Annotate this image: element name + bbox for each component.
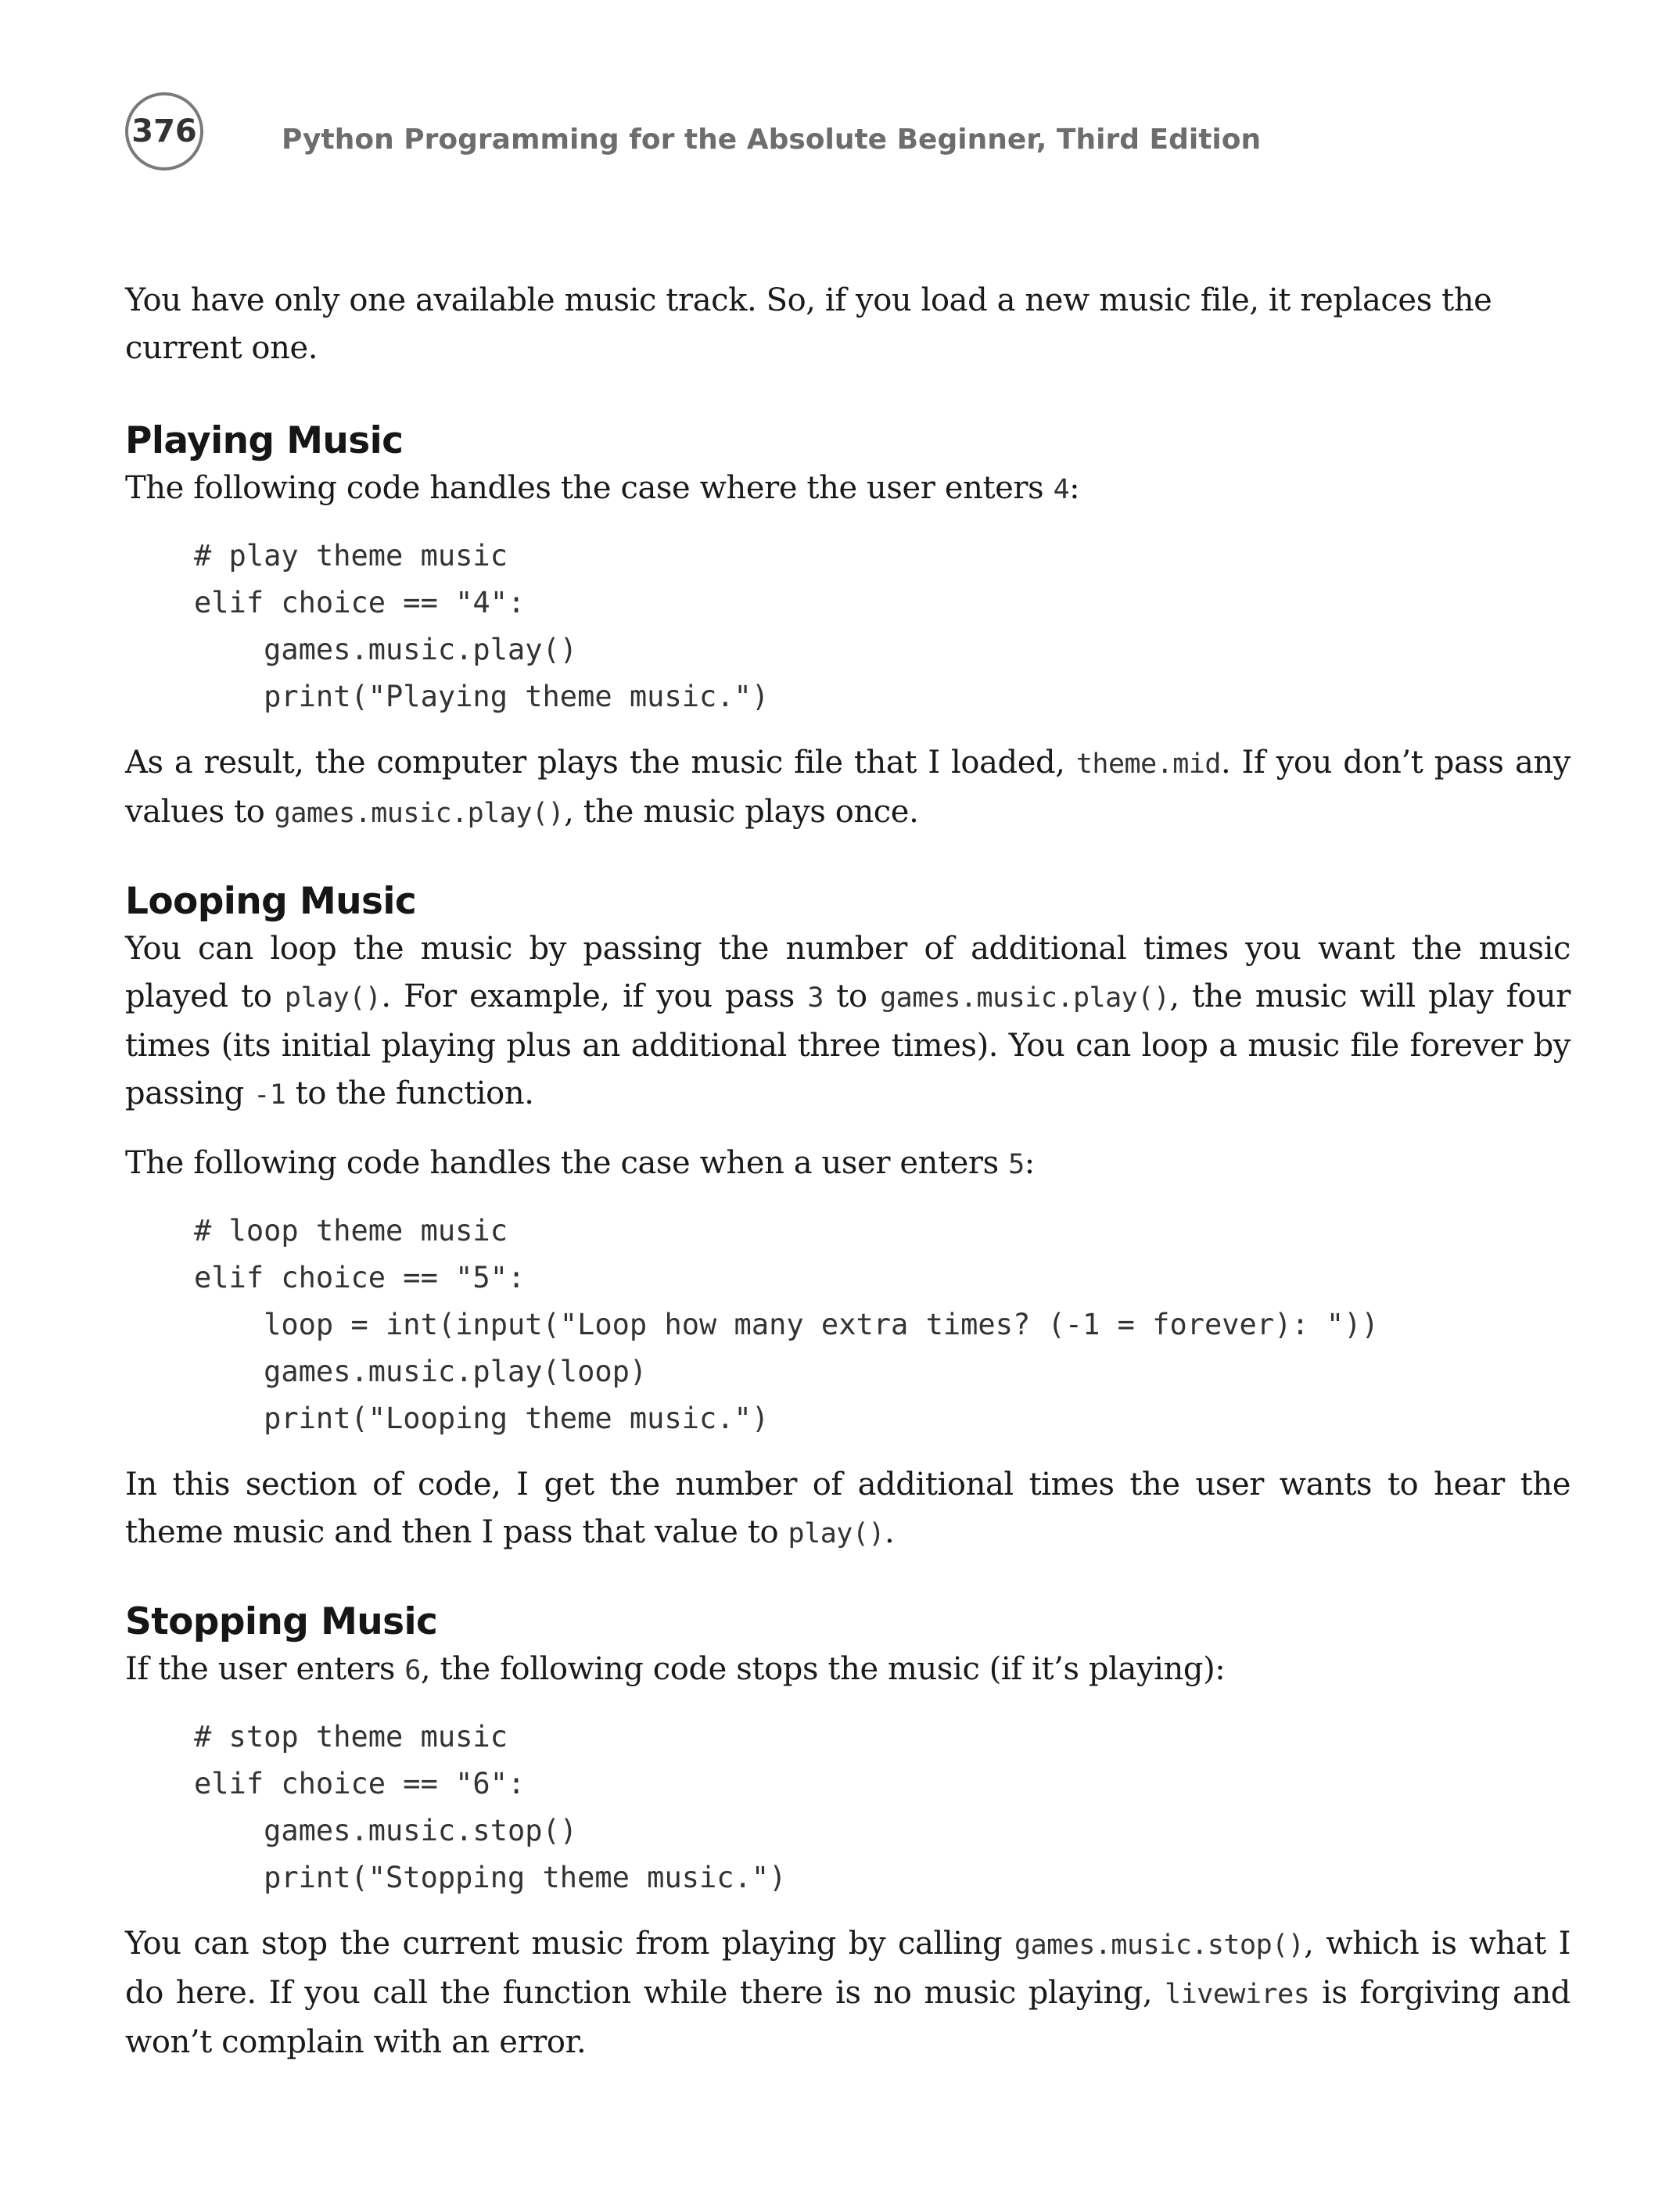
code-line: games.music.play(loop) [194,1355,648,1388]
inline-code: 6 [404,1655,421,1686]
page-header [125,92,1611,180]
code-line: print("Looping theme music.") [194,1402,770,1435]
code-line: # loop theme music [194,1214,508,1248]
section-playing-music [125,418,1571,838]
section-stopping-music [125,1599,1571,2066]
inline-code: games.music.play() [274,798,565,829]
code-line: print("Stopping theme music.") [194,1861,787,1894]
inline-code: livewires [1165,1979,1310,2010]
running-title: Python Programming for the Absolute Beginner, Third Edition [282,124,1262,156]
stopping-intro-paragraph: If the user enters 6, the following code stops the music (if it’s playing): [125,1651,1226,1687]
inline-code: -1 [253,1079,286,1111]
intro-paragraph: You have only one available music track. So, if you load a new music file, it replaces the current one. [125,282,1492,366]
inline-code: 4 [1053,474,1070,505]
looping-explain-paragraph: In this section of code, I get the number of additional times the user wants to hear the theme music and then I pass that value to play(). [125,1467,1571,1550]
page-number: 376 [125,92,203,171]
looping-intro-paragraph: You can loop the music by passing the number of additional times you want the music played to play(). For example, if you pass 3 to games.music.play(), the music will play four times (its initial playing plus an additional three times). You can loop a music file forever by passing -1 to the function. [125,931,1571,1111]
stopping-explain-paragraph: You can stop the current music from playing by calling games.music.stop(), which is what I do here. If you call the function while there is no music playing, livewires is forgiving and won’t complain with an error. [125,1926,1571,2060]
inline-code: play() [284,982,382,1014]
code-line: games.music.stop() [194,1814,578,1847]
inline-code: theme.mid [1075,749,1221,780]
inline-code: 3 [807,982,824,1014]
code-line: elif choice == "4": [194,586,526,619]
code-line: games.music.play() [194,633,578,666]
code-line: elif choice == "6": [194,1767,526,1800]
section-looping-music [125,878,1571,1558]
code-line: print("Playing theme music.") [194,680,770,713]
inline-code: play() [788,1518,885,1549]
heading-stopping-music: Stopping Music [125,1600,438,1643]
code-line: loop = int(input("Loop how many extra times? (-1 = forever): ")) [194,1308,1379,1341]
code-block-play [194,533,1571,720]
playing-result-paragraph: As a result, the computer plays the music file that I loaded, theme.mid. If you don’t pass any values to games.music.play(), the music plays once. [125,745,1571,830]
page-body [125,277,1571,2066]
looping-case-paragraph: The following code handles the case when a user enters 5: [125,1145,1035,1181]
code-line: # stop theme music [194,1720,508,1754]
code-block-stop [194,1714,1571,1901]
inline-code: 5 [1008,1149,1025,1180]
code-block-loop [194,1208,1571,1442]
code-line: elif choice == "5": [194,1261,526,1294]
heading-looping-music: Looping Music [125,880,417,923]
inline-code: games.music.stop() [1014,1930,1305,1961]
heading-playing-music: Playing Music [125,419,404,462]
playing-intro-paragraph: The following code handles the case where the user enters 4: [125,470,1080,506]
inline-code: games.music.play() [880,982,1170,1014]
code-line: # play theme music [194,539,508,573]
